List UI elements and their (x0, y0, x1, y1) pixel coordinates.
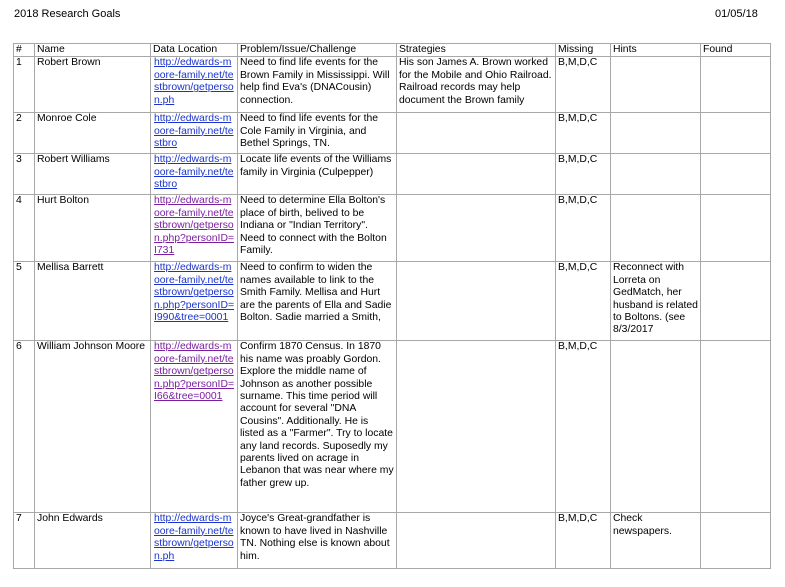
data-location-link[interactable]: http://edwards-moore-family.net/testbrown/getperson.ph (154, 513, 234, 562)
person-name: William Johnson Moore (35, 341, 151, 513)
missing-records: B,M,D,C (556, 113, 611, 154)
data-location-link[interactable]: http://edwards-moore-family.net/testbrown/getperson.ph (154, 57, 234, 106)
strategies-text (397, 513, 556, 569)
data-location-cell (151, 154, 238, 195)
missing-records: B,M,D,C (556, 341, 611, 513)
row-number: 7 (14, 513, 35, 569)
table-row (14, 113, 771, 154)
found-text (701, 154, 771, 195)
found-text (701, 57, 771, 113)
problem-text: Need to find life events for the Cole Family in Virginia, and Bethel Springs, TN. (238, 113, 397, 154)
row-number: 3 (14, 154, 35, 195)
person-name: John Edwards (35, 513, 151, 569)
strategies-text (397, 195, 556, 262)
col-header-hints: Hints (611, 44, 701, 57)
hints-text: Reconnect with Lorreta on GedMatch, her husband is related to Boltons. (see 8/3/2017 (611, 262, 701, 341)
col-header-problem: Problem/Issue/Challenge (238, 44, 397, 57)
row-number: 1 (14, 57, 35, 113)
person-name: Mellisa Barrett (35, 262, 151, 341)
col-header-strategies: Strategies (397, 44, 556, 57)
problem-text: Need to find life events for the Brown Family in Mississippi. Will help find Eva's (DNACousin) connection. (238, 57, 397, 113)
hints-text (611, 154, 701, 195)
data-location-link[interactable]: http://edwards-moore-family.net/testbro (154, 154, 234, 191)
strategies-text (397, 154, 556, 195)
data-location-link[interactable]: http://edwards-moore-family.net/testbrown/getperson.php?personID=I66&tree=0001 (154, 341, 235, 403)
col-header-missing: Missing (556, 44, 611, 57)
row-number: 5 (14, 262, 35, 341)
data-location-link[interactable]: http://edwards-moore-family.net/testbrown/getperson.php?personID=I990&tree=0001 (154, 262, 235, 324)
person-name: Hurt Bolton (35, 195, 151, 262)
problem-text: Joyce's Great-grandfather is known to have lived in Nashville TN. Nothing else is known about him. (238, 513, 397, 569)
table-row (14, 513, 771, 569)
table-row (14, 262, 771, 341)
missing-records: B,M,D,C (556, 195, 611, 262)
problem-text: Need to determine Ella Bolton's place of birth, belived to be Indiana or "Indian Territory". Need to connect with the Bolton Family. (238, 195, 397, 262)
found-text (701, 262, 771, 341)
table-row (14, 195, 771, 262)
table-row (14, 154, 771, 195)
strategies-text: His son James A. Brown worked for the Mobile and Ohio Railroad. Railroad records may help document the Brown family (397, 57, 556, 113)
found-text (701, 341, 771, 513)
found-text (701, 195, 771, 262)
hints-text: Check newspapers. (611, 513, 701, 569)
strategies-text (397, 113, 556, 154)
found-text (701, 513, 771, 569)
data-location-cell (151, 57, 238, 113)
header-row (14, 44, 771, 57)
hints-text (611, 195, 701, 262)
col-header-location: Data Location (151, 44, 238, 57)
data-location-link[interactable]: http://edwards-moore-family.net/testbrown/getperson.php?personID=I731 (154, 195, 235, 257)
strategies-text (397, 341, 556, 513)
sheet-date: 01/05/18 (715, 8, 758, 20)
data-location-cell (151, 195, 238, 262)
problem-text: Need to confirm to widen the names available to link to the Smith Family. Mellisa and Hurt are the parents of Ella and Sadie Bolton. Sadie married a Smith, (238, 262, 397, 341)
sheet-title: 2018 Research Goals (14, 8, 121, 20)
person-name: Monroe Cole (35, 113, 151, 154)
person-name: Robert Brown (35, 57, 151, 113)
data-location-cell (151, 513, 238, 569)
table-row (14, 57, 771, 113)
hints-text (611, 113, 701, 154)
col-header-name: Name (35, 44, 151, 57)
hints-text (611, 57, 701, 113)
hints-text (611, 341, 701, 513)
row-number: 2 (14, 113, 35, 154)
research-goals-table (13, 43, 771, 569)
missing-records: B,M,D,C (556, 513, 611, 569)
col-header-num: # (14, 44, 35, 57)
problem-text: Confirm 1870 Census. In 1870 his name was proably Gordon. Explore the middle name of Johnson as another possible surname. This time period will account for several "DNA Cousins". Additionally. He is listed as a "Farmer". Try to locate any land records. Suposedly my parents lived on acrage in Lebanon that was near where my father grew up. (238, 341, 397, 513)
missing-records: B,M,D,C (556, 262, 611, 341)
strategies-text (397, 262, 556, 341)
missing-records: B,M,D,C (556, 57, 611, 113)
row-number: 4 (14, 195, 35, 262)
row-number: 6 (14, 341, 35, 513)
data-location-cell (151, 262, 238, 341)
data-location-cell (151, 113, 238, 154)
table-row (14, 341, 771, 513)
found-text (701, 113, 771, 154)
data-location-link[interactable]: http://edwards-moore-family.net/testbro (154, 113, 234, 150)
missing-records: B,M,D,C (556, 154, 611, 195)
problem-text: Locate life events of the Williams family in Virginia (Culpepper) (238, 154, 397, 195)
person-name: Robert Williams (35, 154, 151, 195)
data-location-cell (151, 341, 238, 513)
col-header-found: Found (701, 44, 771, 57)
